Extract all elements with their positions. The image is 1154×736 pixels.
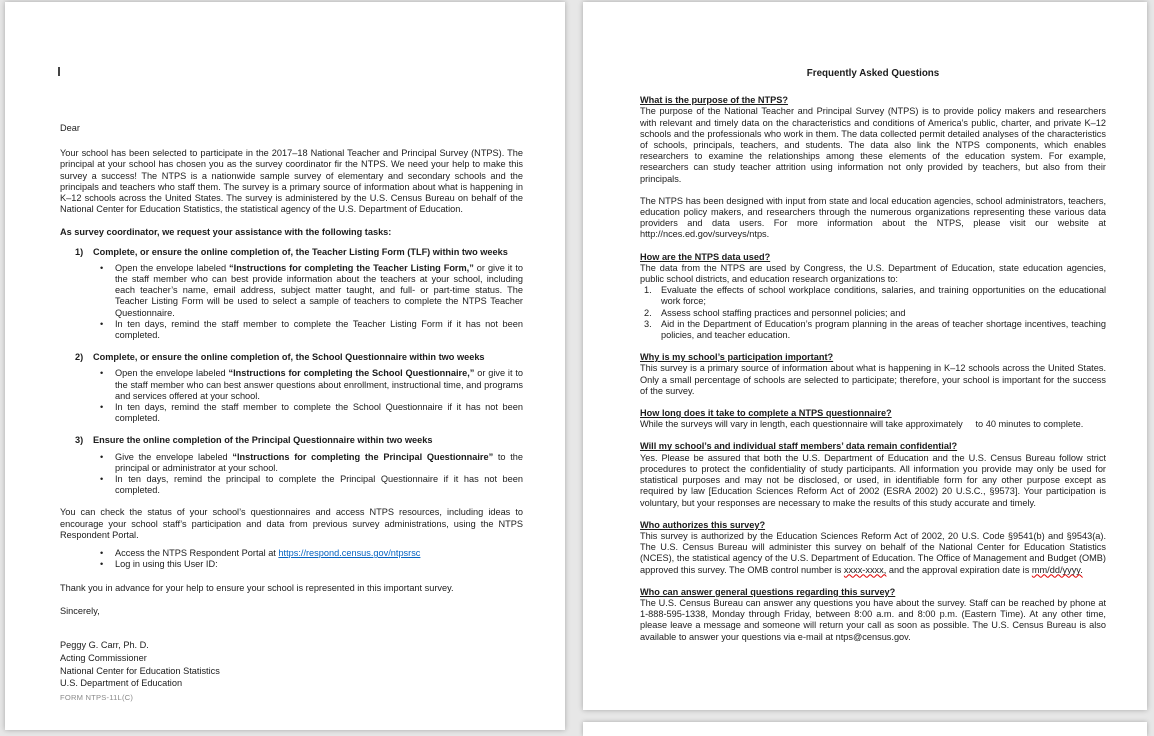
spellcheck-omb-number: xxxx-xxxx,	[843, 564, 887, 575]
task-3	[60, 435, 523, 496]
faq-heading-authorization: Who authorizes this survey?	[640, 519, 766, 530]
faq-participation-p: This survey is a primary source of information about what is happening in K–12 schools across the United States. Only a small percentage of schools are selected to participate; therefore, your school is important for the success of the survey.	[640, 363, 1106, 396]
portal-paragraph: You can check the status of your school’s questionnaires and access NTPS resources, including ideas to encourage your school staff’s participation and data from previous survey administrations, using the NTPS Respondent Portal.	[60, 507, 523, 540]
list-item-text: Assess school staffing practices and personnel policies; and	[661, 307, 906, 318]
letter-body	[60, 123, 523, 690]
faq-heading-purpose: What is the purpose of the NTPS?	[640, 95, 789, 106]
signature-dept: U.S. Department of Education	[60, 678, 183, 689]
list-number: 2.	[644, 307, 652, 318]
text-segment: or give it to the staff member who can best answer questions about enrollment, instructional time, and programs and services offered at your school.	[115, 368, 524, 401]
signature-org: National Center for Education Statistics	[60, 665, 220, 676]
task-2-bullet-1-text	[115, 368, 523, 402]
task-2-title: Complete, or ensure the online completion of, the School Questionnaire within two weeks	[93, 352, 485, 363]
faq-heading-participation: Why is my school’s participation important?	[640, 352, 834, 363]
bold-segment: “Instructions for completing the Principal Questionnaire”	[232, 451, 494, 462]
bullet-icon: •	[100, 262, 104, 273]
faq-data-use-intro: The data from the NTPS are used by Congress, the U.S. Department of Education, state education agencies, public school districts, and education research organizations to:	[640, 262, 1106, 285]
task-3-bullet-1	[100, 452, 523, 474]
faq-section-participation	[640, 352, 1106, 397]
task-1-bullet-1-text	[115, 263, 523, 319]
faq-duration-p: While the surveys will vary in length, each questionnaire will take approximately to 40 minutes to complete.	[640, 419, 1084, 430]
faq-section-authorization	[640, 520, 1106, 576]
letter-page	[5, 2, 565, 730]
signature-name: Peggy G. Carr, Ph. D.	[60, 639, 149, 650]
text-segment: Open the envelope labeled	[115, 262, 230, 273]
faq-contact-p: The U.S. Census Bureau can answer any questions you have about the survey. Staff can be reached by phone at 1-888-595-1338, Monday through Friday, between 8:00 a.m. and 8:00 p.m. (Eastern Time). At any other time, please leave a message and someone will return your call as soon as possible. The U.S. Census Bureau is also available to answer your questions via e-mail at ntps@census.gov.	[640, 597, 1106, 642]
faq-heading-confidentiality: Will my school’s and individual staff members’ data remain confidential?	[640, 441, 958, 452]
bullet-icon: •	[100, 474, 104, 485]
task-3-bullet-2	[100, 474, 523, 496]
faq-section-contact	[640, 587, 1106, 643]
signature-block	[60, 639, 523, 690]
signature-role: Acting Commissioner	[60, 652, 147, 663]
faq-confidentiality-p: Yes. Please be assured that both the U.S. Department of Education and the U.S. Census Bureau follow strict procedures to protect the confidentiality of study participants. All information you provide may only be used for statistical purposes and may not be disclosed, or used, in identifiable form for any other purpose except as required by law [Education Sciences Reform Act of 2002 (ESRA 2002) 20 U.S.C., §9573]. Your participation is voluntary, but your responses are necessary to make the results of this study accurate and timely.	[640, 452, 1106, 508]
bullet-icon: •	[100, 559, 104, 570]
task-1	[60, 247, 523, 342]
faq-section-data-use	[640, 252, 1106, 342]
text-segment: to the principal or administrator at your school.	[115, 451, 524, 473]
faq-section-purpose	[640, 95, 1106, 240]
text-segment: and the approval expiration date is	[886, 564, 1032, 575]
task-1-number: 1)	[75, 246, 84, 257]
list-number: 1.	[644, 285, 652, 296]
faq-list-item-1	[644, 285, 1106, 307]
respondent-portal-link[interactable]: https://respond.census.gov/ntpsrsc	[278, 548, 421, 559]
faq-section-duration	[640, 408, 1106, 430]
task-1-bullet-2	[100, 319, 523, 341]
bullet-icon: •	[100, 402, 104, 413]
faq-section-confidentiality	[640, 441, 1106, 508]
task-3-title: Ensure the online completion of the Principal Questionnaire within two weeks	[93, 435, 433, 446]
bullet-icon: •	[100, 548, 104, 559]
text-segment: This survey is authorized by the Education Sciences Reform Act of 2002, 20 U.S. Code §9541(b) and §9543(a). The U.S. Census Bureau will administer this survey on behalf of the National Center for Education Statistics (NCES), the statistical agency of the U.S. Department of Education. The Office of Management and Budget (OMB) approved this survey. The OMB control number is	[640, 530, 1106, 575]
faq-purpose-p2: The NTPS has been designed with input from state and local education agencies, school administrators, teachers, education policy makers, and researchers through the numerous organizations representing these various data providers and data users. For more information about the NTPS, please visit our website at http://nces.ed.gov/surveys/ntps.	[640, 195, 1106, 240]
portal-bullet-2-text: Log in using this User ID:	[115, 559, 218, 570]
thanks-paragraph: Thank you in advance for your help to ensure your school is represented in this important survey.	[60, 582, 454, 593]
task-3-bullet-1-text	[115, 452, 523, 474]
faq-authorization-p	[640, 531, 1106, 576]
faq-heading-contact: Who can answer general questions regarding this survey?	[640, 586, 896, 597]
task-1-heading-row	[60, 247, 523, 258]
task-2-bullet-1	[100, 368, 523, 402]
faq-page	[583, 2, 1147, 710]
bullet-icon: •	[100, 318, 104, 329]
text-cursor	[58, 67, 60, 76]
task-2	[60, 352, 523, 424]
faq-list-item-2	[644, 308, 1106, 319]
task-3-heading-row	[60, 435, 523, 446]
bullet-icon: •	[100, 451, 104, 462]
portal-bullet-1-text	[115, 548, 523, 559]
spellcheck-expiration-date: mm/dd/yyyy.	[1031, 564, 1083, 575]
bullet-icon: •	[100, 368, 104, 379]
list-number: 3.	[644, 318, 652, 329]
tasks-lead: As survey coordinator, we request your assistance with the following tasks:	[60, 227, 392, 238]
list-item-text: Evaluate the effects of school workplace conditions, salaries, and training opportunities on the educational work force;	[661, 285, 1106, 307]
task-3-number: 3)	[75, 435, 84, 446]
task-1-title: Complete, or ensure the online completion of, the Teacher Listing Form (TLF) within two weeks	[93, 246, 508, 257]
form-number: FORM NTPS-11L(C)	[60, 693, 134, 702]
text-segment: Access the NTPS Respondent Portal at	[115, 548, 279, 559]
bold-segment: “Instructions for completing the Teacher Listing Form,”	[229, 262, 474, 273]
faq-purpose-p1: The purpose of the National Teacher and Principal Survey (NTPS) is to provide policy makers and researchers with relevant and timely data on the characteristics and conditions of America’s public, charter, and private K–12 schools and the professionals who work in them. The data collected permit detailed analyses of the characteristics of schools, principals, teachers, and students. The data also link the NTPS components, which enables researchers to examine the relationships among these elements of the education system. For example, researchers can study teacher attrition using information not only provided by teachers, but also from their principals.	[640, 106, 1106, 184]
portal-bullet-2	[100, 559, 523, 570]
portal-bullet-1	[100, 548, 523, 559]
faq-list-item-3	[644, 319, 1106, 341]
task-3-bullet-2-text: In ten days, remind the principal to complete the Principal Questionnaire if it has not been completed.	[115, 474, 523, 496]
task-2-bullet-2	[100, 402, 523, 424]
salutation: Dear	[60, 123, 80, 133]
task-2-heading-row	[60, 352, 523, 363]
text-segment: Open the envelope labeled	[115, 368, 229, 379]
task-1-bullet-2-text: In ten days, remind the staff member to complete the Teacher Listing Form if it has not been completed.	[115, 318, 523, 341]
text-segment: Give the envelope labeled	[115, 451, 233, 462]
faq-body	[640, 68, 1106, 654]
task-2-bullet-2-text: In ten days, remind the staff member to complete the School Questionnaire if it has not been completed.	[115, 402, 523, 424]
task-1-bullet-1	[100, 263, 523, 319]
text-segment: or give it to the staff member who can best provide information about the teachers at your school, including each teacher’s name, email address, subject matter taught, and full- or part-time status. The Teacher Listing Form will be used to select a sample of teachers to complete the NTPS Teacher Questionnaire.	[115, 262, 523, 318]
faq-heading-data-use: How are the NTPS data used?	[640, 251, 771, 262]
closing: Sincerely,	[60, 605, 100, 616]
intro-paragraph: Your school has been selected to participate in the 2017–18 National Teacher and Principal Survey (NTPS). The principal at your school has chosen you as the survey coordinator fir the NTPS. We need your help to make this survey a success! The NTPS is a nationwide sample survey of elementary and secondary schools and the principals and teachers who staff them. The survey is a primary source of information about what is happening in K–12 schools across the United States. The survey is administered by the U.S. Census Bureau on behalf of the National Center for Education Statistics, the statistical agency of the U.S. Department of Education.	[60, 148, 523, 215]
faq-title: Frequently Asked Questions	[806, 68, 940, 79]
bold-segment: “Instructions for completing the School Questionnaire,”	[228, 368, 475, 379]
task-2-number: 2)	[75, 352, 84, 363]
list-item-text: Aid in the Department of Education’s program planning in the areas of teacher shortage incentives, teaching policies, and teacher education.	[661, 318, 1106, 341]
faq-heading-duration: How long does it take to complete a NTPS questionnaire?	[640, 408, 892, 419]
